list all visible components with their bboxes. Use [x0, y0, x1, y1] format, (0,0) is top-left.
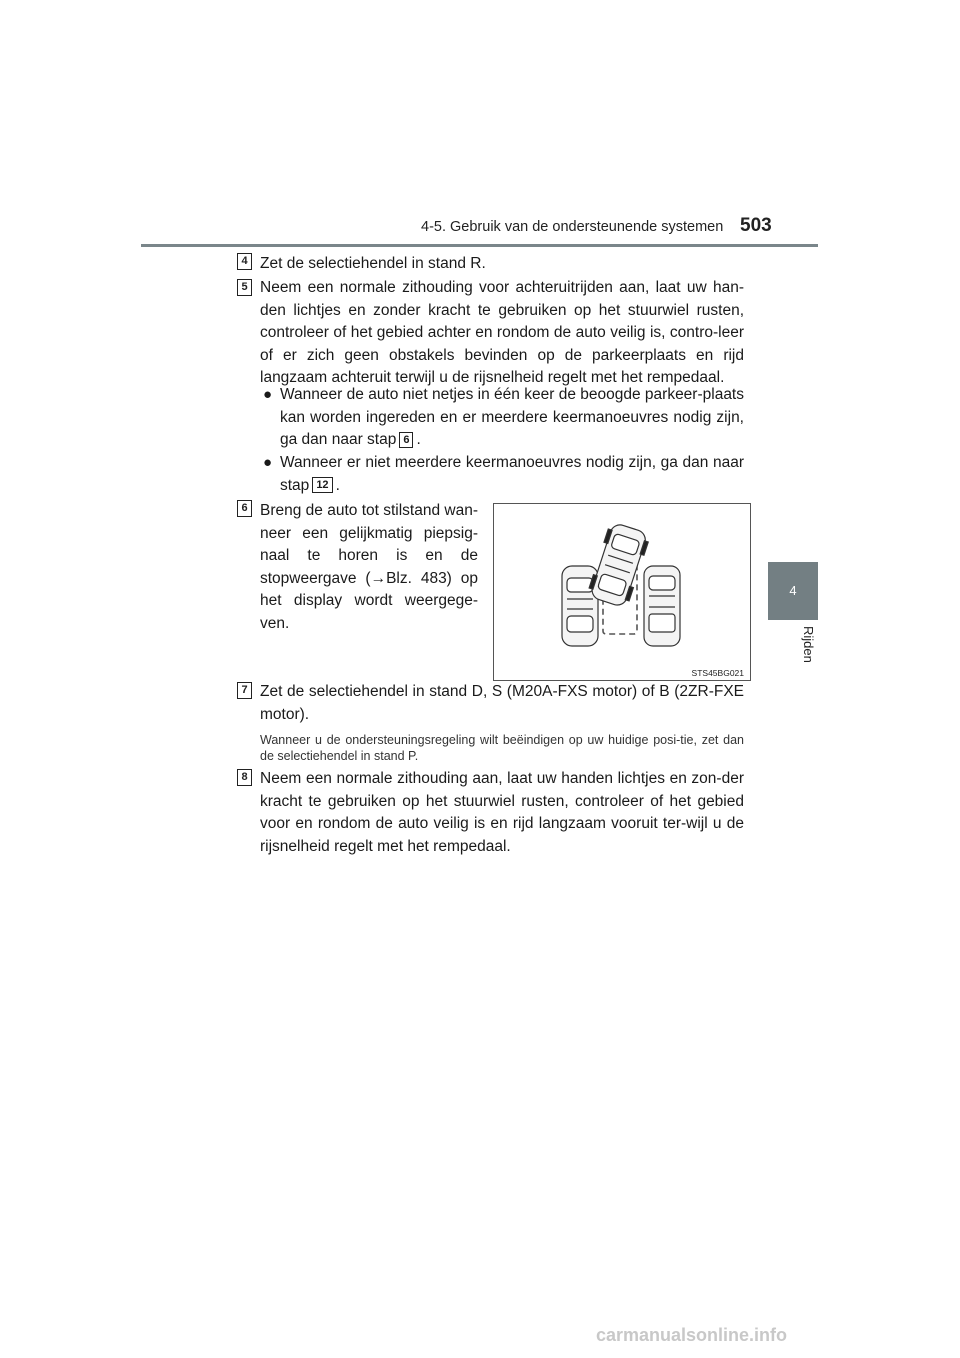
step-number-6: 6: [237, 500, 252, 517]
step-ref-box: 12: [312, 477, 332, 493]
page-number: 503: [740, 215, 772, 236]
bullet-text: Wanneer de auto niet netjes in één keer de beoogde parkeer-plaats kan worden ingereden en er meerdere keermanoeuvres nodig zijn, ga dan naar stap 6 .: [280, 386, 744, 448]
step-5-text: Neem een normale zithouding voor achteruitrijden aan, laat uw han-den lichtjes en zonder kracht te gebruiken op het stuurwiel rusten, controleer of het gebied achter en rondom de auto veilig is, contro-leer of er zich geen obstakels bevinden op de parkeerplaats en rijd langzaam achteruit terwijl u de rijsnelheid regelt met het rempedaal.: [260, 279, 744, 386]
figure-code: STS45BG021: [691, 668, 744, 678]
section-title: 4-5. Gebruik van de ondersteunende systemen: [421, 219, 724, 235]
watermark: carmanualsonline.info: [596, 1325, 788, 1345]
chapter-label: Rijden: [801, 626, 816, 663]
step-7-text: Zet de selectiehendel in stand D, S (M20A-FXS motor) of B (2ZR-FXE motor).: [260, 683, 744, 723]
step-7-note: Wanneer u de ondersteuningsregeling wilt beëindigen op uw huidige posi-tie, zet dan de selectiehendel in stand P.: [260, 733, 744, 763]
step-number-8: 8: [237, 769, 252, 786]
step-number-7: 7: [237, 682, 252, 699]
bullet-icon: ●: [263, 454, 273, 471]
right-parked-car: [644, 566, 680, 646]
header-divider: [141, 244, 818, 247]
maneuvering-car: [587, 521, 651, 608]
step-ref-box: 6: [399, 432, 413, 448]
bullet-text: Wanneer er niet meerdere keermanoeuvres nodig zijn, ga dan naar stap 12 .: [280, 454, 744, 494]
step-number-4: 4: [237, 253, 252, 270]
bullet-icon: ●: [263, 386, 273, 403]
chapter-tab: 4: [768, 562, 818, 620]
parking-illustration: [493, 503, 751, 681]
parking-cars-diagram: [494, 504, 750, 680]
step-6-text: Breng de auto tot stilstand wan-neer een gelijkmatig piepsig-naal te horen is en de stopweergave (→Blz. 483) op het display wordt weergege-ven.: [260, 502, 478, 632]
step-8-text: Neem een normale zithouding aan, laat uw handen lichtjes en zon-der kracht te gebruiken op het stuurwiel rusten, controleer of het gebied voor en rondom de auto veilig is en rijd langzaam vooruit ter-wijl u de rijsnelheid regelt met het rempedaal.: [260, 770, 744, 855]
step-number-5: 5: [237, 279, 252, 296]
step-4-text: Zet de selectiehendel in stand R.: [260, 255, 486, 272]
